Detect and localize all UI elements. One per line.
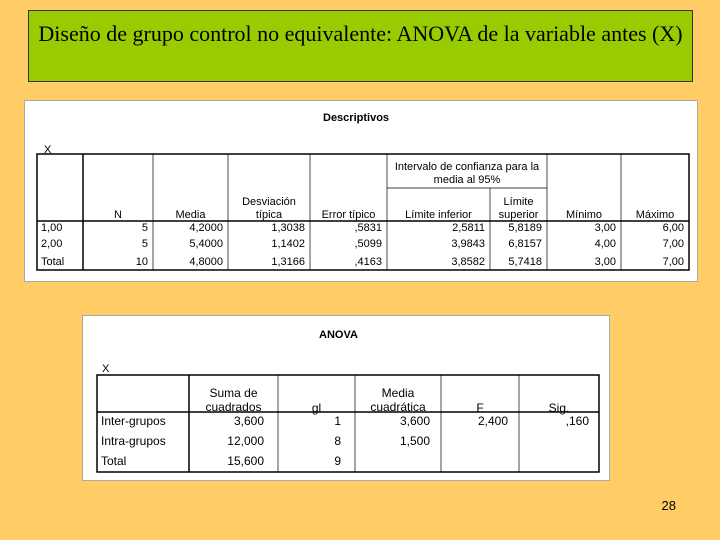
col-header-maximo: Máximo [635,209,675,221]
descriptivos-cell: 4,2000 [189,222,223,234]
descriptivos-cell: 2,5811 [452,222,485,234]
anova-col-media: Media cuadrática [370,386,426,414]
anova-cell: 1,500 [399,434,430,448]
col-header-media: Media [175,209,206,221]
col-header-desviacion: Desviación típica [242,196,296,221]
descriptivos-title: Descriptivos [323,112,390,124]
anova-cell: 1 [334,414,341,428]
descriptivos-cell: 5 [141,222,148,234]
col-header-error: Error típico [321,209,376,221]
descriptivos-cell: 4,8000 [189,256,223,268]
ci-header: Intervalo de confianza para la media al 95% [394,161,540,186]
page-number: 28 [661,498,676,513]
anova-cell: 3,600 [233,414,264,428]
descriptivos-cell: 7,00 [662,256,684,268]
descriptivos-panel [24,100,698,282]
anova-col-f: F [476,401,484,415]
anova-cell: 15,600 [227,454,264,468]
descriptivos-cell: 5,8189 [508,222,542,234]
descriptivos-cell: 3,00 [594,256,616,268]
anova-cell: ,160 [565,414,589,428]
anova-col-gl: gl [311,401,322,415]
col-header-lim-sup: Límite superior [498,196,539,221]
anova-col-sig: Sig. [548,401,570,415]
descriptivos-cell: 3,00 [594,222,616,234]
descriptivos-cell: 4,00 [594,238,616,250]
anova-title: ANOVA [319,329,358,341]
anova-row-label: Intra-grupos [101,434,166,448]
descriptivos-cell: 1,3038 [271,222,305,234]
descriptivos-row-label: 2,00 [41,238,63,250]
descriptivos-cell: 5,7418 [508,256,542,268]
descriptivos-cell: 3,9843 [451,238,485,250]
descriptivos-row-label: 1,00 [41,222,63,234]
descriptivos-cell: 5,4000 [189,238,223,250]
anova-cell: 3,600 [399,414,430,428]
anova-cell: 2,400 [477,414,508,428]
anova-cell: 12,000 [227,434,264,448]
anova-cell: 9 [334,454,341,468]
col-header-lim-inf: Límite inferior [405,209,472,221]
descriptivos-cell: 5 [141,238,148,250]
descriptivos-cell: ,5831 [354,222,382,234]
descriptivos-cell: 3,8582 [451,256,485,268]
anova-col-suma: Suma de cuadrados [205,386,262,414]
descriptivos-cell: 7,00 [662,238,684,250]
anova-row-label: Total [101,454,127,468]
col-header-n: N [114,209,122,221]
descriptivos-variable: X [44,144,52,156]
descriptivos-cell: 10 [135,256,148,268]
descriptivos-cell: 1,1402 [271,238,305,250]
col-header-minimo: Mínimo [565,209,603,221]
descriptivos-row-label: Total [41,256,65,268]
anova-row-label: Inter-grupos [101,414,166,428]
descriptivos-cell: 6,8157 [508,238,542,250]
slide-title: Diseño de grupo control no equivalente: ANOVA de la variable antes (X) [28,10,693,82]
anova-variable: X [102,363,110,375]
anova-panel [82,315,610,481]
anova-grid [83,316,611,482]
descriptivos-cell: 6,00 [662,222,684,234]
descriptivos-cell: ,4163 [354,256,382,268]
anova-cell: 8 [334,434,341,448]
descriptivos-cell: 1,3166 [271,256,305,268]
descriptivos-cell: ,5099 [354,238,382,250]
